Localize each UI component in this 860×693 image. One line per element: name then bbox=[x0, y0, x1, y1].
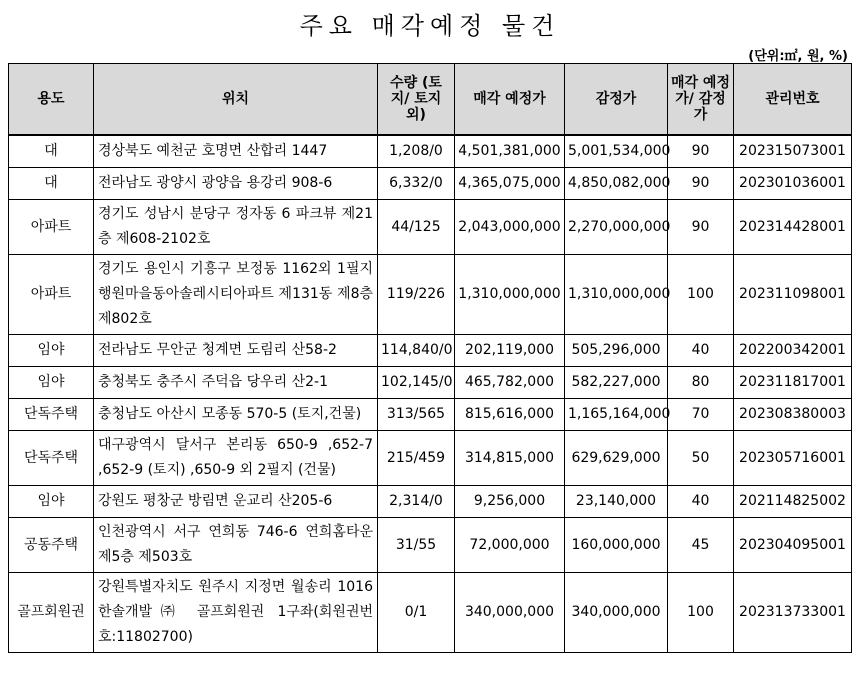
cell-appraisal: 5,001,534,000 bbox=[565, 135, 668, 168]
cell-location: 경기도 용인시 기흥구 보정동 1162외 1필지 행원마을동아솔레시티아파트 제131동 제8층 제802호 bbox=[94, 255, 378, 335]
col-header-ratio: 매각 예정가/ 감정가 bbox=[668, 64, 734, 136]
cell-ratio: 100 bbox=[668, 255, 734, 335]
cell-ratio: 40 bbox=[668, 335, 734, 367]
table-row bbox=[9, 135, 852, 168]
col-header-quantity: 수량 (토지/ 토지외) bbox=[378, 64, 455, 136]
cell-mgmt-no: 202311098001 bbox=[734, 255, 852, 335]
table-row bbox=[9, 431, 852, 486]
cell-quantity: 44/125 bbox=[378, 200, 455, 255]
cell-mgmt-no: 202308380003 bbox=[734, 399, 852, 431]
cell-ratio: 70 bbox=[668, 399, 734, 431]
cell-appraisal: 23,140,000 bbox=[565, 486, 668, 518]
page-title: 주요 매각예정 물건 bbox=[299, 12, 561, 40]
col-header-use: 용도 bbox=[9, 64, 94, 136]
cell-ratio: 45 bbox=[668, 518, 734, 573]
table-row bbox=[9, 518, 852, 573]
table-row bbox=[9, 367, 852, 399]
cell-quantity: 1,208/0 bbox=[378, 135, 455, 168]
cell-location: 충청북도 충주시 주덕읍 당우리 산2-1 bbox=[94, 367, 378, 399]
cell-mgmt-no: 202301036001 bbox=[734, 168, 852, 200]
cell-appraisal: 160,000,000 bbox=[565, 518, 668, 573]
cell-use: 단독주택 bbox=[9, 399, 94, 431]
cell-location: 전라남도 광양시 광양읍 용강리 908-6 bbox=[94, 168, 378, 200]
cell-appraisal: 505,296,000 bbox=[565, 335, 668, 367]
cell-quantity: 215/459 bbox=[378, 431, 455, 486]
cell-use: 아파트 bbox=[9, 200, 94, 255]
cell-use: 임야 bbox=[9, 367, 94, 399]
cell-location: 대구광역시 달서구 본리동 650-9 ,652-7 ,652-9 (토지) ,650-9 외 2필지 (건물) bbox=[94, 431, 378, 486]
cell-use: 공동주택 bbox=[9, 518, 94, 573]
cell-mgmt-no: 202304095001 bbox=[734, 518, 852, 573]
cell-appraisal: 1,165,164,000 bbox=[565, 399, 668, 431]
col-header-appraisal: 감정가 bbox=[565, 64, 668, 136]
cell-ratio: 80 bbox=[668, 367, 734, 399]
col-header-mgmt-no: 관리번호 bbox=[734, 64, 852, 136]
cell-ratio: 90 bbox=[668, 135, 734, 168]
table-row bbox=[9, 335, 852, 367]
cell-appraisal: 4,850,082,000 bbox=[565, 168, 668, 200]
cell-appraisal: 340,000,000 bbox=[565, 573, 668, 653]
cell-mgmt-no: 202314428001 bbox=[734, 200, 852, 255]
cell-location: 경기도 성남시 분당구 정자동 6 파크뷰 제21층 제608-2102호 bbox=[94, 200, 378, 255]
property-table bbox=[8, 63, 852, 653]
cell-quantity: 0/1 bbox=[378, 573, 455, 653]
table-row bbox=[9, 399, 852, 431]
cell-quantity: 2,314/0 bbox=[378, 486, 455, 518]
cell-mgmt-no: 202311817001 bbox=[734, 367, 852, 399]
cell-ratio: 90 bbox=[668, 200, 734, 255]
cell-quantity: 114,840/0 bbox=[378, 335, 455, 367]
cell-use: 아파트 bbox=[9, 255, 94, 335]
cell-appraisal: 2,270,000,000 bbox=[565, 200, 668, 255]
cell-location: 강원도 평창군 방림면 운교리 산205-6 bbox=[94, 486, 378, 518]
table-header-row bbox=[9, 64, 852, 136]
cell-quantity: 119/226 bbox=[378, 255, 455, 335]
cell-use: 임야 bbox=[9, 335, 94, 367]
cell-sale-price: 4,365,075,000 bbox=[455, 168, 565, 200]
cell-mgmt-no: 202305716001 bbox=[734, 431, 852, 486]
cell-use: 대 bbox=[9, 168, 94, 200]
table-row bbox=[9, 255, 852, 335]
cell-sale-price: 9,256,000 bbox=[455, 486, 565, 518]
cell-use: 대 bbox=[9, 135, 94, 168]
cell-quantity: 102,145/0 bbox=[378, 367, 455, 399]
cell-ratio: 100 bbox=[668, 573, 734, 653]
cell-sale-price: 815,616,000 bbox=[455, 399, 565, 431]
cell-ratio: 50 bbox=[668, 431, 734, 486]
cell-sale-price: 465,782,000 bbox=[455, 367, 565, 399]
cell-mgmt-no: 202200342001 bbox=[734, 335, 852, 367]
cell-appraisal: 582,227,000 bbox=[565, 367, 668, 399]
table-row bbox=[9, 573, 852, 653]
table-row bbox=[9, 168, 852, 200]
cell-sale-price: 340,000,000 bbox=[455, 573, 565, 653]
cell-location: 경상북도 예천군 호명면 산합리 1447 bbox=[94, 135, 378, 168]
cell-quantity: 313/565 bbox=[378, 399, 455, 431]
cell-ratio: 90 bbox=[668, 168, 734, 200]
cell-location: 충청남도 아산시 모종동 570-5 (토지,건물) bbox=[94, 399, 378, 431]
col-header-location: 위치 bbox=[94, 64, 378, 136]
cell-location: 강원특별자치도 원주시 지정면 월송리 1016 한솔개발㈜ 골프회원권 1구좌(회원권번호:11802700) bbox=[94, 573, 378, 653]
cell-quantity: 31/55 bbox=[378, 518, 455, 573]
cell-appraisal: 1,310,000,000 bbox=[565, 255, 668, 335]
unit-note: (단위:㎡, 원, %) bbox=[748, 49, 848, 64]
table-row bbox=[9, 486, 852, 518]
cell-appraisal: 629,629,000 bbox=[565, 431, 668, 486]
cell-mgmt-no: 202114825002 bbox=[734, 486, 852, 518]
cell-sale-price: 202,119,000 bbox=[455, 335, 565, 367]
cell-quantity: 6,332/0 bbox=[378, 168, 455, 200]
cell-sale-price: 314,815,000 bbox=[455, 431, 565, 486]
cell-sale-price: 1,310,000,000 bbox=[455, 255, 565, 335]
cell-location: 전라남도 무안군 청계면 도림리 산58-2 bbox=[94, 335, 378, 367]
cell-mgmt-no: 202313733001 bbox=[734, 573, 852, 653]
cell-use: 임야 bbox=[9, 486, 94, 518]
cell-mgmt-no: 202315073001 bbox=[734, 135, 852, 168]
cell-sale-price: 72,000,000 bbox=[455, 518, 565, 573]
col-header-sale-price: 매각 예정가 bbox=[455, 64, 565, 136]
cell-sale-price: 4,501,381,000 bbox=[455, 135, 565, 168]
table-row bbox=[9, 200, 852, 255]
cell-use: 골프회원권 bbox=[9, 573, 94, 653]
cell-sale-price: 2,043,000,000 bbox=[455, 200, 565, 255]
cell-use: 단독주택 bbox=[9, 431, 94, 486]
cell-ratio: 40 bbox=[668, 486, 734, 518]
cell-location: 인천광역시 서구 연희동 746-6 연희홈타운 제5층 제503호 bbox=[94, 518, 378, 573]
